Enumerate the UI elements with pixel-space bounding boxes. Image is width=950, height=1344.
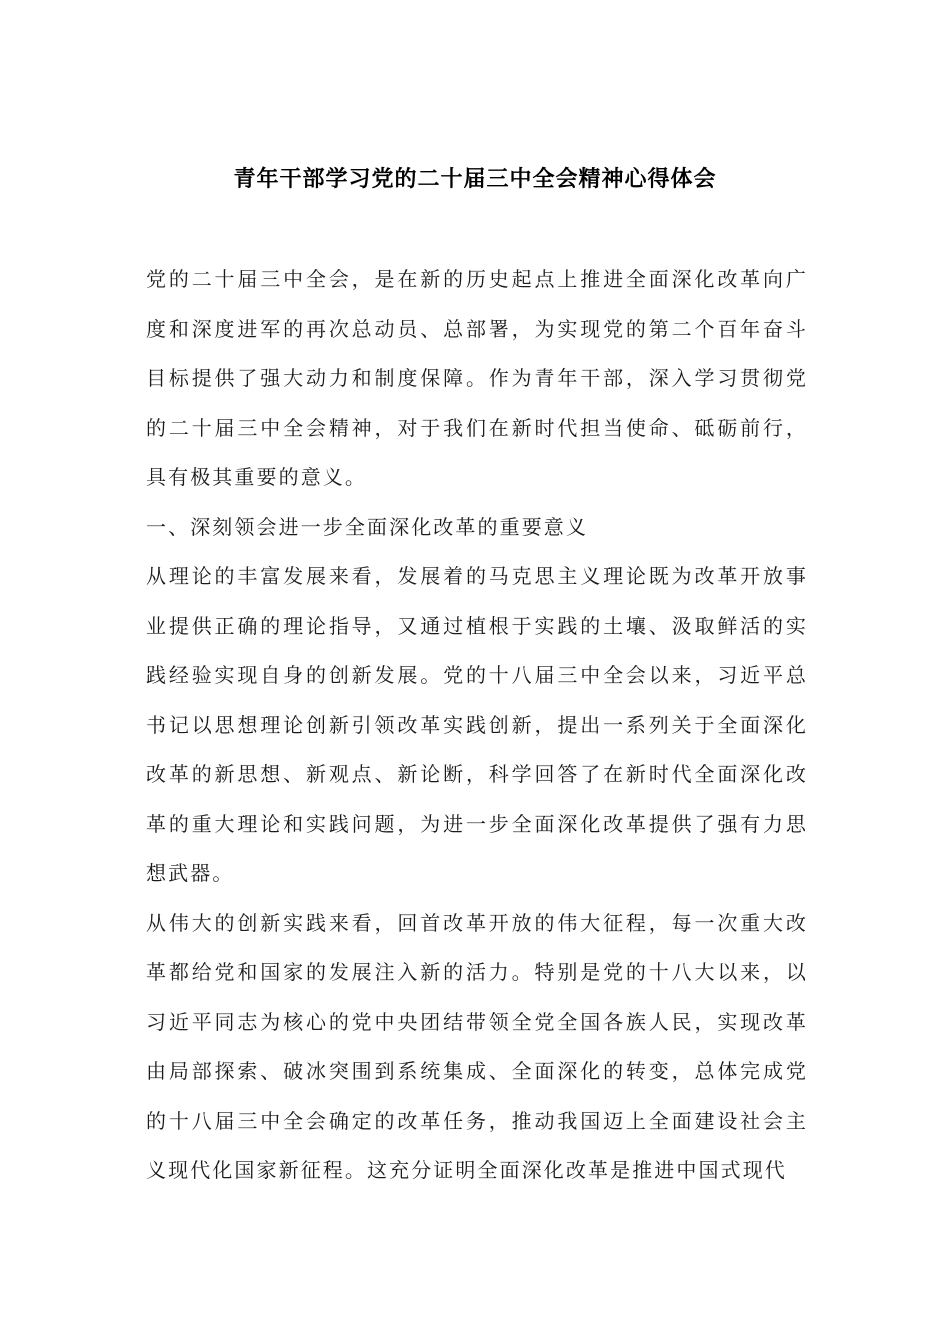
- document-body: [146, 255, 808, 1196]
- paragraph-practice: 从伟大的创新实践来看，回首改革开放的伟大征程，每一次重大改革都给党和国家的发展注入新的活力。特别是党的十八大以来，以习近平同志为核心的党中央团结带领全党全国各族人民，实现改革由局部探索、破冰突围到系统集成、全面深化的转变，总体完成党的十八届三中全会确定的改革任务，推动我国迈上全面建设社会主义现代化国家新征程。这充分证明全面深化改革是推进中国式现代: [146, 910, 808, 1182]
- paragraph-theory: 从理论的丰富发展来看，发展着的马克思主义理论既为改革开放事业提供正确的理论指导，又通过植根于实践的土壤、汲取鲜活的实践经验实现自身的创新发展。党的十八届三中全会以来，习近平总书记以思想理论创新引领改革实践创新，提出一系列关于全面深化改革的新思想、新观点、新论断，科学回答了在新时代全面深化改革的重大理论和实践问题，为进一步全面深化改革提供了强有力思想武器。: [146, 564, 808, 885]
- paragraph-intro: 党的二十届三中全会，是在新的历史起点上推进全面深化改革向广度和深度进军的再次总动员、总部署，为实现党的第二个百年奋斗目标提供了强大动力和制度保障。作为青年干部，深入学习贯彻党的二十届三中全会精神，对于我们在新时代担当使命、砥砺前行，具有极其重要的意义。: [146, 267, 808, 489]
- document-title: 青年干部学习党的二十届三中全会精神心得体会: [233, 167, 717, 192]
- section-heading-1: 一、深刻领会进一步全面深化改革的重要意义: [146, 514, 588, 539]
